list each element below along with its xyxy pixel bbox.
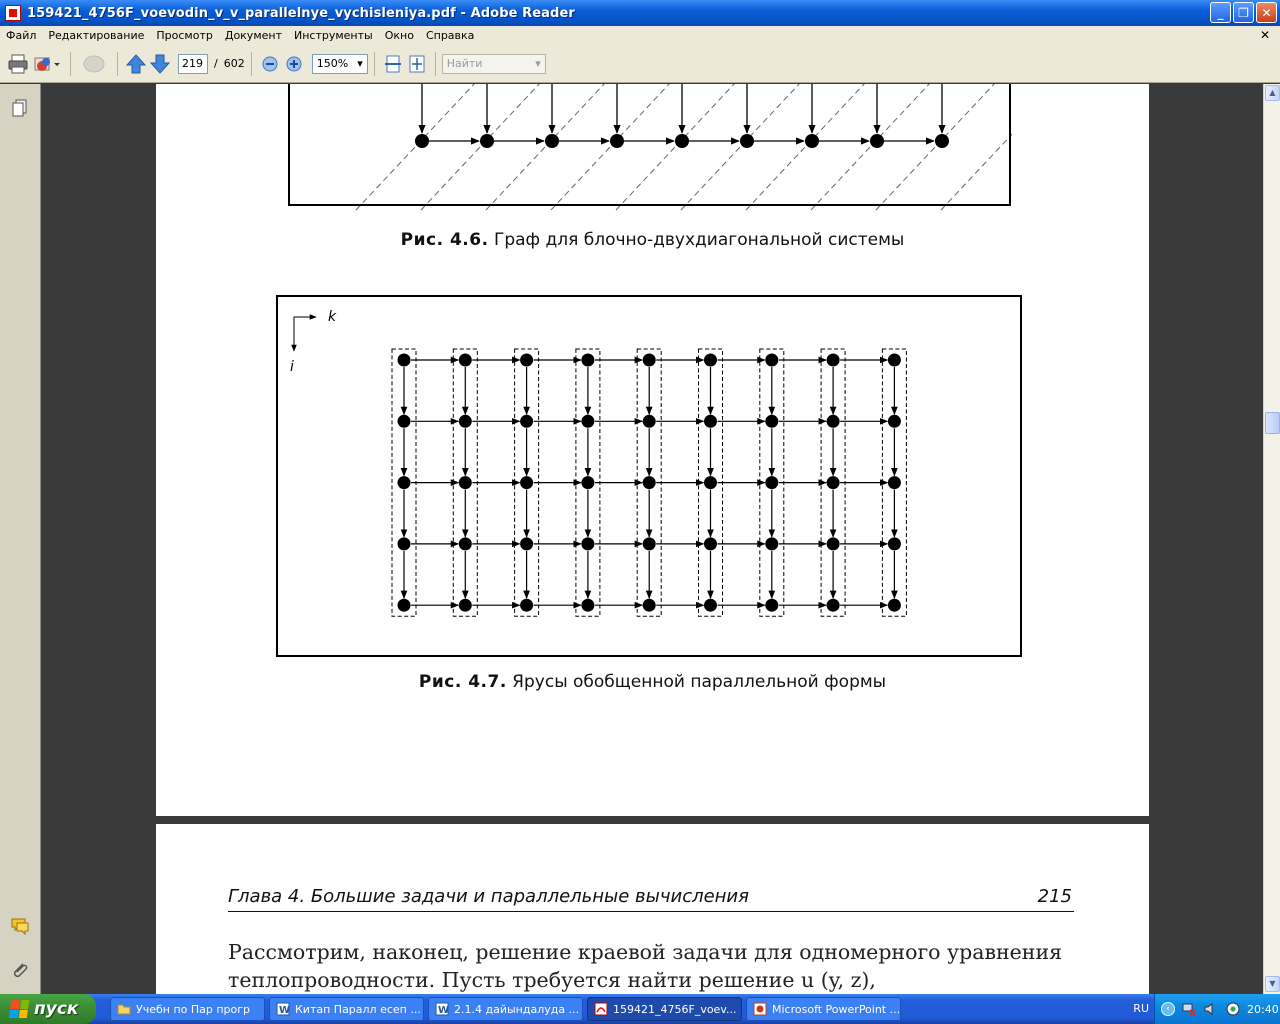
page-number: 215 [1037, 886, 1072, 907]
search-input[interactable] [442, 54, 546, 74]
title-bar [0, 0, 1280, 26]
graph-node [704, 354, 717, 367]
menu-document[interactable]: Документ [224, 29, 282, 42]
hand-tool-icon[interactable] [77, 52, 111, 76]
start-button[interactable] [0, 994, 96, 1024]
graph-node [545, 134, 559, 148]
task-label: Учебн по Пар прогр [136, 1002, 251, 1016]
graph-node [398, 476, 411, 489]
vertical-scrollbar[interactable] [1263, 84, 1280, 994]
graph-node [480, 134, 494, 148]
attach-email-icon[interactable] [30, 52, 64, 76]
graph-node [888, 537, 901, 550]
start-label: пуск [34, 999, 79, 1019]
folder-icon [117, 1002, 131, 1016]
graph-node [520, 415, 533, 428]
task-label: 159421_4756F_voev... [613, 1002, 737, 1016]
maximize-button[interactable]: ❐ [1233, 2, 1254, 23]
pdf-page-215 [156, 824, 1149, 994]
chevron-down-icon: ▾ [357, 56, 363, 70]
navigation-pane [0, 84, 41, 994]
figure-4-7-graph [276, 295, 1022, 657]
pdf-page-214 [156, 84, 1149, 816]
graph-node [704, 476, 717, 489]
graph-node [398, 599, 411, 612]
graph-node [643, 599, 656, 612]
graph-node [643, 415, 656, 428]
page-separator: / [214, 57, 218, 70]
toolbar-separator [435, 52, 436, 76]
network-icon[interactable] [1181, 1001, 1197, 1017]
graph-node [827, 537, 840, 550]
graph-node [610, 134, 624, 148]
figure-4-6-caption [156, 230, 1149, 250]
svg-text:W: W [438, 1005, 449, 1016]
scroll-down-button[interactable]: ▼ [1265, 976, 1280, 992]
graph-node [888, 354, 901, 367]
menu-window[interactable]: Окно [384, 29, 414, 42]
svg-text:W: W [279, 1005, 290, 1016]
window-title: 159421_4756F_voevodin_v_v_parallelnye_vychisleniya.pdf - Adobe Reader [27, 5, 575, 21]
graph-node [643, 354, 656, 367]
graph-node [765, 599, 778, 612]
toolbar-separator [70, 52, 71, 76]
taskbar-item-word-1[interactable] [269, 997, 424, 1021]
taskbar-item-adobe-reader[interactable] [587, 997, 742, 1021]
graph-node [459, 537, 472, 550]
graph-node [675, 134, 689, 148]
graph-node [581, 537, 594, 550]
page-number-input[interactable]: 219 [178, 54, 208, 74]
zoom-out-icon[interactable] [258, 52, 282, 76]
graph-node [415, 134, 429, 148]
clock: 20:40 [1247, 1002, 1279, 1016]
graph-node [765, 415, 778, 428]
graph-node [870, 134, 884, 148]
graph-node [827, 599, 840, 612]
graph-node [704, 537, 717, 550]
graph-node [888, 476, 901, 489]
running-header [228, 882, 1074, 912]
graph-node [520, 354, 533, 367]
graph-node [704, 599, 717, 612]
scroll-thumb[interactable] [1265, 412, 1280, 434]
chapter-title: Глава 4. Большие задачи и параллельные вычисления [228, 886, 749, 907]
menu-tools[interactable]: Инструменты [294, 29, 373, 42]
graph-node [704, 415, 717, 428]
menu-edit[interactable]: Редактирование [48, 29, 145, 42]
graph-node [459, 599, 472, 612]
figure-4-6-text: Граф для блочно-двухдиагональной системы [488, 230, 905, 250]
graph-node [827, 354, 840, 367]
body-paragraph [228, 938, 1074, 994]
body-line-2: теплопроводности. Пусть требуется найти решение u (y, z), [228, 968, 876, 992]
graph-node [827, 476, 840, 489]
pdf-icon [594, 1002, 608, 1016]
document-close-icon[interactable]: ✕ [1259, 28, 1270, 42]
zoom-in-icon[interactable] [282, 52, 306, 76]
adobe-reader-icon [5, 5, 21, 21]
tray-expand-icon[interactable]: ‹ [1161, 1002, 1175, 1016]
menu-view[interactable]: Просмотр [156, 29, 213, 42]
pages-panel-icon[interactable] [10, 98, 30, 118]
minimize-button[interactable]: _ [1210, 2, 1231, 23]
axis-label-k: k [328, 309, 337, 325]
system-tray [1154, 994, 1280, 1024]
attachments-panel-icon[interactable] [10, 960, 30, 980]
search-placeholder: Найти [446, 56, 483, 70]
word-icon [276, 1002, 290, 1016]
graph-node [398, 354, 411, 367]
graph-node [520, 599, 533, 612]
fit-width-icon[interactable] [381, 52, 405, 76]
graph-node [459, 354, 472, 367]
graph-node [459, 476, 472, 489]
next-page-icon[interactable] [148, 52, 172, 76]
scroll-up-button[interactable]: ▲ [1265, 85, 1280, 101]
window-controls [1210, 2, 1277, 23]
taskbar-item-powerpoint[interactable] [746, 997, 901, 1021]
graph-node [520, 537, 533, 550]
graph-node [643, 537, 656, 550]
volume-icon[interactable] [1203, 1001, 1219, 1017]
total-pages: 602 [223, 57, 245, 70]
print-icon[interactable] [6, 52, 30, 76]
graph-node [888, 415, 901, 428]
toolbar-separator [374, 52, 375, 76]
task-label: 2.1.4 дайындалуда ... [454, 1002, 580, 1016]
graph-node [888, 599, 901, 612]
graph-node [765, 476, 778, 489]
graph-node [740, 134, 754, 148]
figure-4-7-caption [156, 672, 1149, 692]
graph-node [765, 537, 778, 550]
powerpoint-icon [753, 1002, 767, 1016]
zoom-select[interactable] [312, 54, 368, 74]
graph-node [765, 354, 778, 367]
toolbar [0, 45, 1280, 83]
task-label: Microsoft PowerPoint ... [772, 1002, 901, 1016]
figure-4-7-text: Ярусы обобщенной параллельной формы [506, 672, 887, 692]
taskbar-item-word-2[interactable] [428, 997, 583, 1021]
language-indicator[interactable]: RU [1133, 1002, 1149, 1015]
taskbar-item-folder[interactable] [110, 997, 265, 1021]
zoom-value: 150% [316, 56, 349, 70]
graph-node [805, 134, 819, 148]
graph-node [520, 476, 533, 489]
body-line-1: Рассмотрим, наконец, решение краевой задачи для одномерного уравнения [228, 940, 1063, 964]
fit-page-icon[interactable] [405, 52, 429, 76]
toolbar-separator [117, 52, 118, 76]
figure-4-7-label: Рис. 4.7. [418, 672, 507, 692]
taskbar [0, 994, 1280, 1024]
menu-bar [0, 26, 1280, 45]
windows-logo-icon [9, 1000, 30, 1018]
security-icon[interactable] [1225, 1001, 1241, 1017]
menu-help[interactable]: Справка [425, 29, 475, 42]
graph-node [581, 354, 594, 367]
graph-node [643, 476, 656, 489]
toolbar-separator [251, 52, 252, 76]
graph-node [459, 415, 472, 428]
figure-4-6-graph [288, 84, 1012, 216]
document-viewport[interactable] [41, 84, 1263, 994]
previous-page-icon[interactable] [124, 52, 148, 76]
graph-node [827, 415, 840, 428]
search-dropdown-icon[interactable]: ▾ [535, 56, 541, 70]
graph-node [581, 476, 594, 489]
close-button[interactable]: ✕ [1256, 2, 1277, 23]
task-label: Китап Паралл есеп ... [295, 1002, 421, 1016]
graph-node [581, 599, 594, 612]
diagonal-guide-line [941, 84, 1012, 210]
comments-panel-icon[interactable] [10, 916, 30, 936]
graph-node [581, 415, 594, 428]
graph-node [398, 537, 411, 550]
menu-file[interactable]: Файл [6, 29, 37, 42]
graph-node [935, 134, 949, 148]
axis-label-i: i [290, 359, 294, 375]
word-icon [435, 1002, 449, 1016]
graph-node [398, 415, 411, 428]
figure-4-6-label: Рис. 4.6. [400, 230, 489, 250]
